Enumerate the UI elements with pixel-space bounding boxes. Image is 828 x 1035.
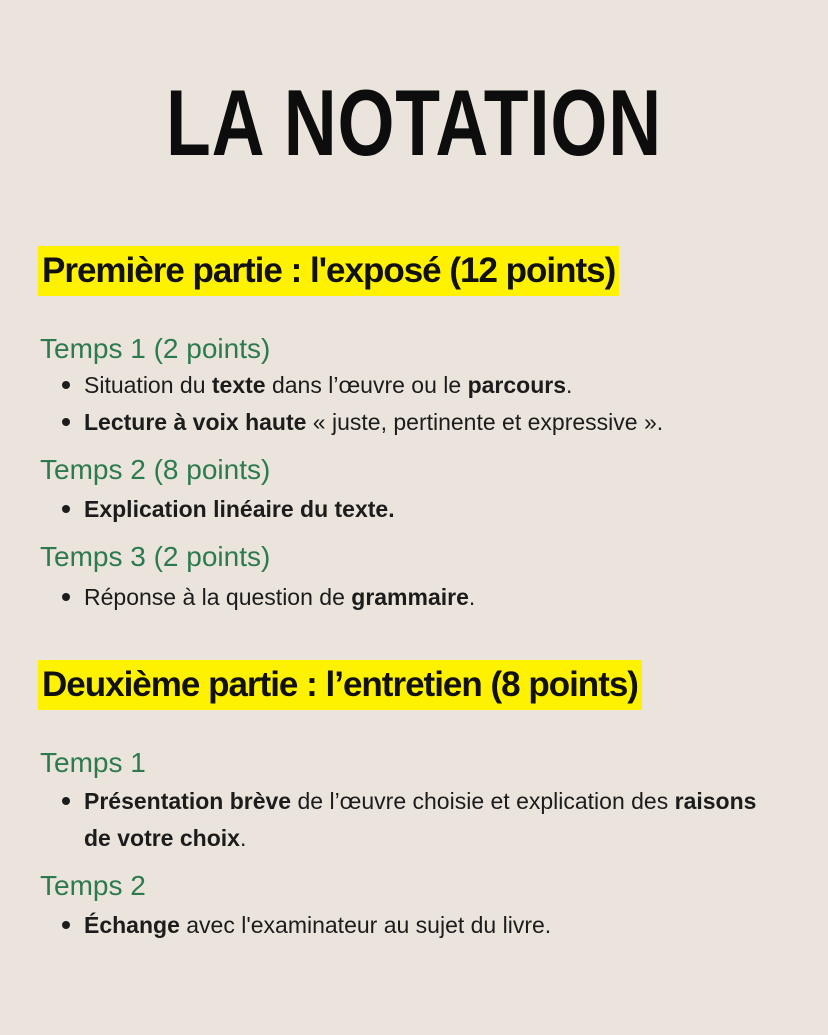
temps-label-part1-1: Temps 1 (2 points) xyxy=(40,333,271,364)
list-item xyxy=(52,783,784,857)
temps-label-part1-2: Temps 2 (8 points) xyxy=(40,454,271,485)
text-run: de l’œuvre choisie et explication des xyxy=(291,788,675,814)
bold-text: raisons de votre choix xyxy=(84,788,757,851)
bold-text: Explication linéaire du texte. xyxy=(84,496,395,522)
bold-text: parcours xyxy=(467,372,566,398)
bullet-list-part1-temps1 xyxy=(52,367,812,441)
section-heading-part2: Deuxième partie : l’entretien (8 points) xyxy=(38,660,642,710)
temps-label-part2-1: Temps 1 xyxy=(40,747,146,778)
text-run: Réponse à la question de xyxy=(84,584,352,610)
page-title: LA NOTATION xyxy=(166,70,662,175)
text-run: avec l'examinateur au sujet du livre. xyxy=(179,912,552,938)
bold-text: Échange xyxy=(84,912,180,938)
text-run: dans l’œuvre ou le xyxy=(265,372,468,398)
temps-label-part2-2: Temps 2 xyxy=(40,870,146,901)
text-run: . xyxy=(239,825,247,851)
bullet-list-part2-temps2 xyxy=(52,907,812,944)
list-item xyxy=(52,907,812,944)
text-run: Situation du xyxy=(84,372,212,398)
temps-label-part1-3: Temps 3 (2 points) xyxy=(40,541,271,572)
text-run: . xyxy=(566,372,573,398)
bullet-list-part1-temps2 xyxy=(52,491,812,528)
bold-text: Lecture à voix haute xyxy=(84,409,307,435)
bold-text: grammaire xyxy=(351,584,469,610)
text-run: « juste, pertinente et expressive ». xyxy=(306,409,664,435)
section-heading-part1: Première partie : l'exposé (12 points) xyxy=(38,246,619,296)
bullet-list-part1-temps3 xyxy=(52,579,812,616)
text-run: . xyxy=(468,584,476,610)
bold-text: Présentation brève xyxy=(84,788,292,814)
list-item xyxy=(52,367,812,404)
list-item xyxy=(52,404,812,441)
list-item xyxy=(52,491,812,528)
bullet-list-part2-temps1 xyxy=(52,783,812,857)
bold-text: texte xyxy=(211,372,266,398)
list-item xyxy=(52,579,812,616)
